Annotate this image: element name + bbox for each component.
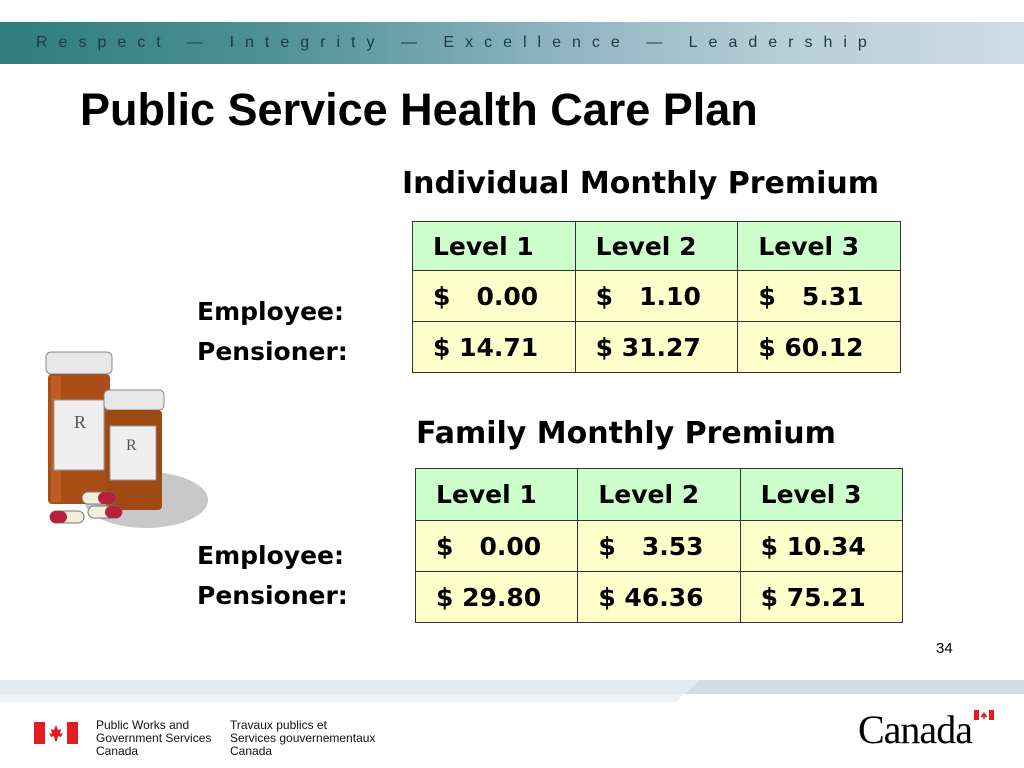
department-name-english [96, 719, 211, 758]
table-cell: $ 3.53 [578, 521, 740, 572]
table-cell: $ 14.71 [413, 322, 576, 373]
family-row-label-employee: Employee: [197, 541, 344, 570]
family-premium-heading: Family Monthly Premium [416, 416, 836, 451]
table-row-pensioner [416, 572, 903, 623]
canada-flag-icon [34, 722, 78, 744]
table-cell: $ 46.36 [578, 572, 740, 623]
column-header-level-1: Level 1 [416, 469, 578, 521]
table-cell: $ 0.00 [413, 271, 576, 322]
individual-row-label-pensioner: Pensioner: [197, 337, 348, 366]
canada-wordmark [858, 704, 998, 752]
table-cell: $ 75.21 [740, 572, 902, 623]
canada-wordmark-text: Canada [858, 707, 972, 752]
family-row-label-pensioner: Pensioner: [197, 581, 348, 610]
column-header-level-3: Level 3 [740, 469, 902, 521]
values-banner-text: Respect — Integrity — Excellence — Leadership [36, 34, 878, 51]
column-header-level-2: Level 2 [575, 222, 738, 271]
values-banner [0, 22, 1024, 64]
department-line: Government Services [96, 731, 212, 745]
pill-bottles-illustration [28, 350, 218, 535]
table-header-row [413, 222, 901, 271]
table-row-employee [413, 271, 901, 322]
table-row-pensioner [413, 322, 901, 373]
svg-text:R: R [126, 437, 137, 454]
table-header-row [416, 469, 903, 521]
individual-premium-table [412, 221, 901, 373]
department-line: Travaux publics et [230, 718, 327, 732]
table-cell: $ 60.12 [738, 322, 901, 373]
table-cell: $ 1.10 [575, 271, 738, 322]
department-line: Services gouvernementaux [230, 731, 376, 745]
page-number: 34 [936, 640, 953, 657]
table-cell: $ 10.34 [740, 521, 902, 572]
table-cell: $ 5.31 [738, 271, 901, 322]
individual-row-label-employee: Employee: [197, 297, 344, 326]
svg-text:R: R [74, 412, 87, 432]
department-line: Canada [230, 744, 273, 758]
table-cell: $ 31.27 [575, 322, 738, 373]
slide-title: Public Service Health Care Plan [80, 84, 758, 135]
top-margin [0, 0, 1024, 22]
table-row-employee [416, 521, 903, 572]
column-header-level-3: Level 3 [738, 222, 901, 271]
department-name-french [230, 719, 375, 758]
column-header-level-2: Level 2 [578, 469, 740, 521]
table-cell: $ 29.80 [416, 572, 578, 623]
individual-premium-heading: Individual Monthly Premium [402, 166, 880, 201]
department-line: Public Works and [96, 718, 190, 732]
wordmark-flag-icon [974, 710, 994, 720]
column-header-level-1: Level 1 [413, 222, 576, 271]
table-cell: $ 0.00 [416, 521, 578, 572]
family-premium-table [415, 468, 903, 623]
department-line: Canada [96, 744, 139, 758]
